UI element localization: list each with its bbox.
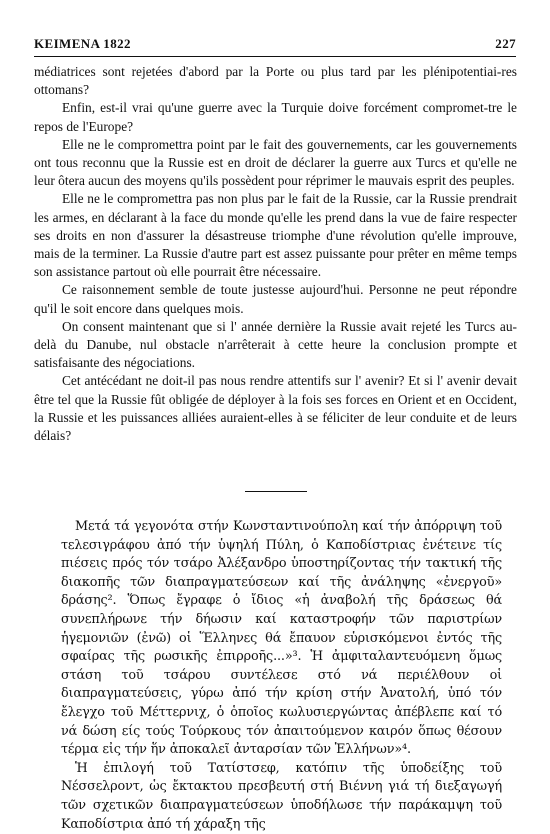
paragraph: Elle ne le compromettra pas non plus par le fait de la Russie, car la Russie prendrait les armes, en déclarant à la face du monde qu'elle les prend dans la vue de faire respecter ses droits en non d'assurer la désastreuse triomphe d'une révolution qu'elle improuve, mais de la terminer. La Russie d'autre part est assez puissante pour prêter en même temps son assistance partout où elle pourrait être nécessaire. xyxy=(34,191,517,280)
page-number: 227 xyxy=(495,36,516,51)
paragraph: médiatrices sont rejetées d'abord par la Porte ou plus tard par les plénipotentiai-res ottomans? xyxy=(34,64,517,98)
paragraph: Ἡ ἐπιλογή τοῦ Τατίστσεφ, κατόπιν τῆς ὑποδείξης τοῦ Νέσσελροντ, ὡς ἔκτακτου πρεσβευτή στή Βιέννη γιά τή διεξαγωγή τῶν σχετικῶν διαπραγματεύσεων ὑποδήλωσε τήν παράκαμψη τοῦ Καποδίστρια ἀπό τή χάραξη τῆς xyxy=(61,760,502,832)
running-header xyxy=(34,36,516,56)
running-title: KEIMENA 1822 xyxy=(34,36,131,51)
paragraph: Ce raisonnement semble de toute justesse aujourd'hui. Personne ne peut répondre qu'il le soit encore dans quelques mois. xyxy=(34,282,517,316)
paragraph: Cet antécédant ne doit-il pas nous rendre attentifs sur l' avenir? Et si l' avenir devait être tel que la Russie fût obligée de déployer à la fois ses forces en Orient et en Occident, la Russie et les puissances alliées auraient-elles à se féliciter de leur conduite et de leurs délais? xyxy=(34,373,517,444)
section-separator xyxy=(245,491,307,492)
paragraph: Μετά τά γεγονότα στήν Κωνσταντινούπολη καί τήν ἀπόρριψη τοῦ τελεσιγράφου ἀπό τήν ὑψηλή Πύλη, ὁ Καποδίστριας ἐνέτεινε τίς πιέσεις πρός τόν τσάρο Ἀλέξανδρο ὑποστηρίζοντας τήν τακτική τῆς διακοπῆς τῶν διαπραγματεύσεων καί τῆς ἀνάληψης «ἐνεργοῦ» δράσης². Ὅπως ἔγραφε ὁ ἴδιος «ἡ ἀναβολή τῆς δράσεως θά συνεπλήρωνε τήν δήωσιν καί καταστροφήν τῶν παριστρίων ἡγεμονιῶν (ἐνῶ) οἱ Ἕλληνες θά ἔπαυον εὑρισκόμενοι ἐντός τῆς σφαίρας τῆς ρωσικῆς ἐπιρροῆς...»³. Ἡ ἀμφιταλαντευόμενη ὅμως στάση τοῦ τσάρου συντέλεσε στό νά περιέλθουν οἱ διαπραγματεύσεις, γύρω ἀπό τήν κρίση στήν Ἀνατολή, ὑπό τόν ἔλεγχο τοῦ Μέττερνιχ, ὁ ὁποῖος κωλυσιεργώντας ἀπέβλεπε καί τό νά δώση είς τούς Τούρκους τόν ἀπαιτούμενον καιρόν ὅπως θέσουν τέρμα εἰς τήν ἥν ἀποκαλεῖ ἀνταρσίαν τῶν Ἑλλήνων»⁴. xyxy=(61,519,502,758)
greek-commentary xyxy=(61,518,502,834)
paragraph: Elle ne le compromettra point par le fait des gouvernements, car les gouvernements ont tous reconnu que la Russie est en droit de déclarer la guerre aux Turcs et qu'elle ne leur ôtera aucun des moyens qu'ils possèdent pour réprimer le mauvais esprit des peuples. xyxy=(34,136,517,189)
paragraph: Enfin, est-il vrai qu'une guerre avec la Turquie doive forcément compromet-tre le repos de l'Europe? xyxy=(34,100,517,134)
paragraph: On consent maintenant que si l' année dernière la Russie avait rejeté les Turcs au-delà du Danube, nul obstacle n'arrêterait à cette heure la conclusion prompte et satisfaisante des négociations. xyxy=(34,318,517,371)
header-rule xyxy=(34,56,516,57)
french-quoted-text xyxy=(34,63,517,445)
